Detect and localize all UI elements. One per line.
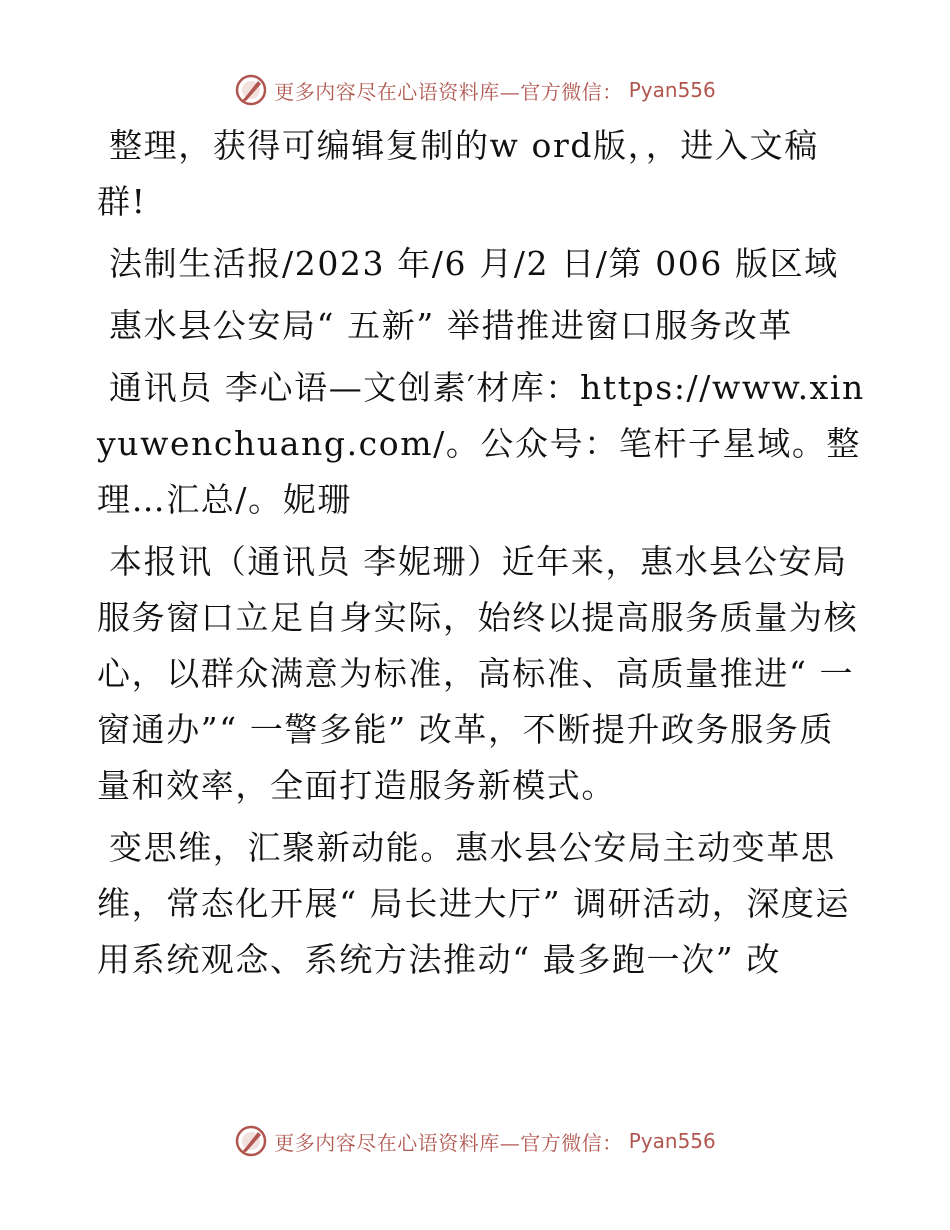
lead-paragraph: 本报讯（通讯员 李妮珊）近年来，惠水县公安局服务窗口立足自身实际，始终以提高服务质量为核心，以群众满意为标准，高标准、高质量推进“ 一窗通办”“ 一警多能” 改革，不断提升政务服务质量和效率，全面打造服务新模式。 bbox=[97, 542, 859, 805]
footer-watermark-banner bbox=[0, 1121, 950, 1161]
quill-logo-icon bbox=[234, 1124, 268, 1158]
header-watermark-banner bbox=[0, 70, 950, 110]
article-title: 惠水县公安局“ 五新” 举措推进窗口服务改革 bbox=[109, 306, 793, 345]
intro-note-paragraph: 整理，获得可编辑复制的w ord版，，进入文稿群! bbox=[97, 126, 819, 221]
watermark-wechat-id: Pyan556 bbox=[628, 1129, 716, 1153]
quill-logo-icon bbox=[234, 73, 268, 107]
body-paragraph: 变思维，汇聚新动能。惠水县公安局主动变革思维，常态化开展“ 局长进大厅” 调研活动，深度运用系统观念、系统方法推动“ 最多跑一次” 改 bbox=[97, 828, 851, 979]
watermark-wechat-id: Pyan556 bbox=[628, 78, 716, 102]
watermark-site-text: 更多内容尽在心语资料库—官方微信： bbox=[274, 1130, 623, 1155]
byline-paragraph: 通讯员 李心语—文创素′材库：https://www.xinyuwenchuang.com/。公众号：笔杆子星域。整理…汇总/。妮珊 bbox=[97, 368, 865, 519]
document-body bbox=[97, 118, 867, 994]
source-line: 法制生活报/2023 年/6 月/2 日/第 006 版区域 bbox=[109, 244, 839, 283]
watermark-site-text: 更多内容尽在心语资料库—官方微信： bbox=[274, 79, 623, 104]
